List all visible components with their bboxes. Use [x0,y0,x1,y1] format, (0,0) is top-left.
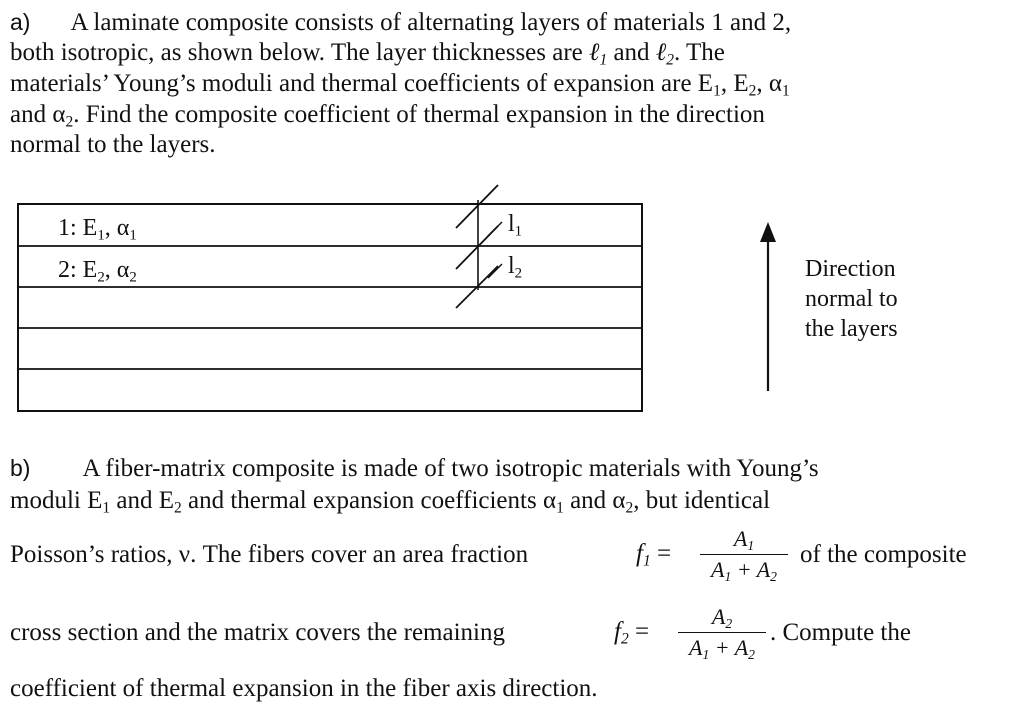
matrix-fraction [678,604,766,661]
part-a-text-1: A laminate composite consists of alternating layers of materials 1 and 2, [70,9,792,36]
part-a-text-3: materials’ Young’s moduli and thermal coefficients of expansion are E [10,70,714,97]
part-b-line-4-post: . Compute the [770,619,911,646]
part-a-text-2: both isotropic, as shown below. The layer thicknesses are [10,39,583,66]
matrix-fraction-denominator: $A_1 + A_2$ [689,635,755,663]
direction-label-line-3: the layers [805,316,898,342]
part-b-text-1: A fiber-matrix composite is made of two isotropic materials with Young’s [82,455,819,482]
thickness-1-label: $l_1$ [508,211,523,240]
fiber-fraction-denominator: $A_1 + A_2$ [711,557,777,585]
part-a-marker: a) [10,9,31,35]
thickness-leader-1 [488,222,502,236]
part-b-line-3 [10,540,528,570]
part-a-text-5: normal to the layers. [10,131,216,158]
layer-1-label: 1: $E_1$, $\alpha_1$ [58,215,137,244]
layer-thickness-2-symbol: ℓ$_2$ [655,39,674,69]
fiber-fraction-numerator: $A_1$ [700,526,788,555]
layer-2-label: 2: $E_2$, $\alpha_2$ [58,257,137,286]
part-a-and: and [613,39,650,66]
part-b-text-4: cross section and the matrix covers the remaining [10,619,505,646]
thickness-2-label: $l_2$ [508,253,523,282]
part-b-line-3-post: of the composite [800,541,967,568]
part-b-marker: b) [10,455,31,481]
part-a-text-4: and α [10,101,66,128]
fiber-fraction [700,526,788,583]
thickness-leader-2 [488,264,502,278]
layer-thickness-1-symbol: ℓ$_1$ [589,39,608,69]
matrix-fraction-numerator: $A_2$ [678,604,766,633]
part-b-text-2: moduli E [10,487,103,514]
direction-label-line-2: normal to [805,286,898,312]
direction-arrow-head [760,222,776,242]
fiber-fraction-lhs: $f_1$ = [636,540,672,570]
part-b-text-3: Poisson’s ratios, ν. The fibers cover an area fraction [10,541,529,568]
part-b-line-1 [10,453,819,484]
part-b-line-2: moduli $E_1$ and $E_2$ and thermal expansion coefficients $\alpha_1$ and $\alpha_2$, but identical [10,487,771,517]
matrix-fraction-lhs: $f_2$ = [614,618,650,648]
part-b-line-5 [10,674,598,704]
part-a-line-4: and $\alpha_2$. Find the composite coefficient of thermal expansion in the direction [10,101,765,131]
part-b-line-4 [10,618,505,648]
direction-label-line-1: Direction [805,256,896,282]
part-a-line-3: materials’ Young’s moduli and thermal coefficients of expansion are $E_1$, $E_2$, $\alpha_1$ [10,70,790,100]
part-b-text-5: coefficient of thermal expansion in the fiber axis direction. [10,675,598,702]
thickness-tick-top [456,185,498,228]
part-a-text-2-post: . The [673,39,725,66]
